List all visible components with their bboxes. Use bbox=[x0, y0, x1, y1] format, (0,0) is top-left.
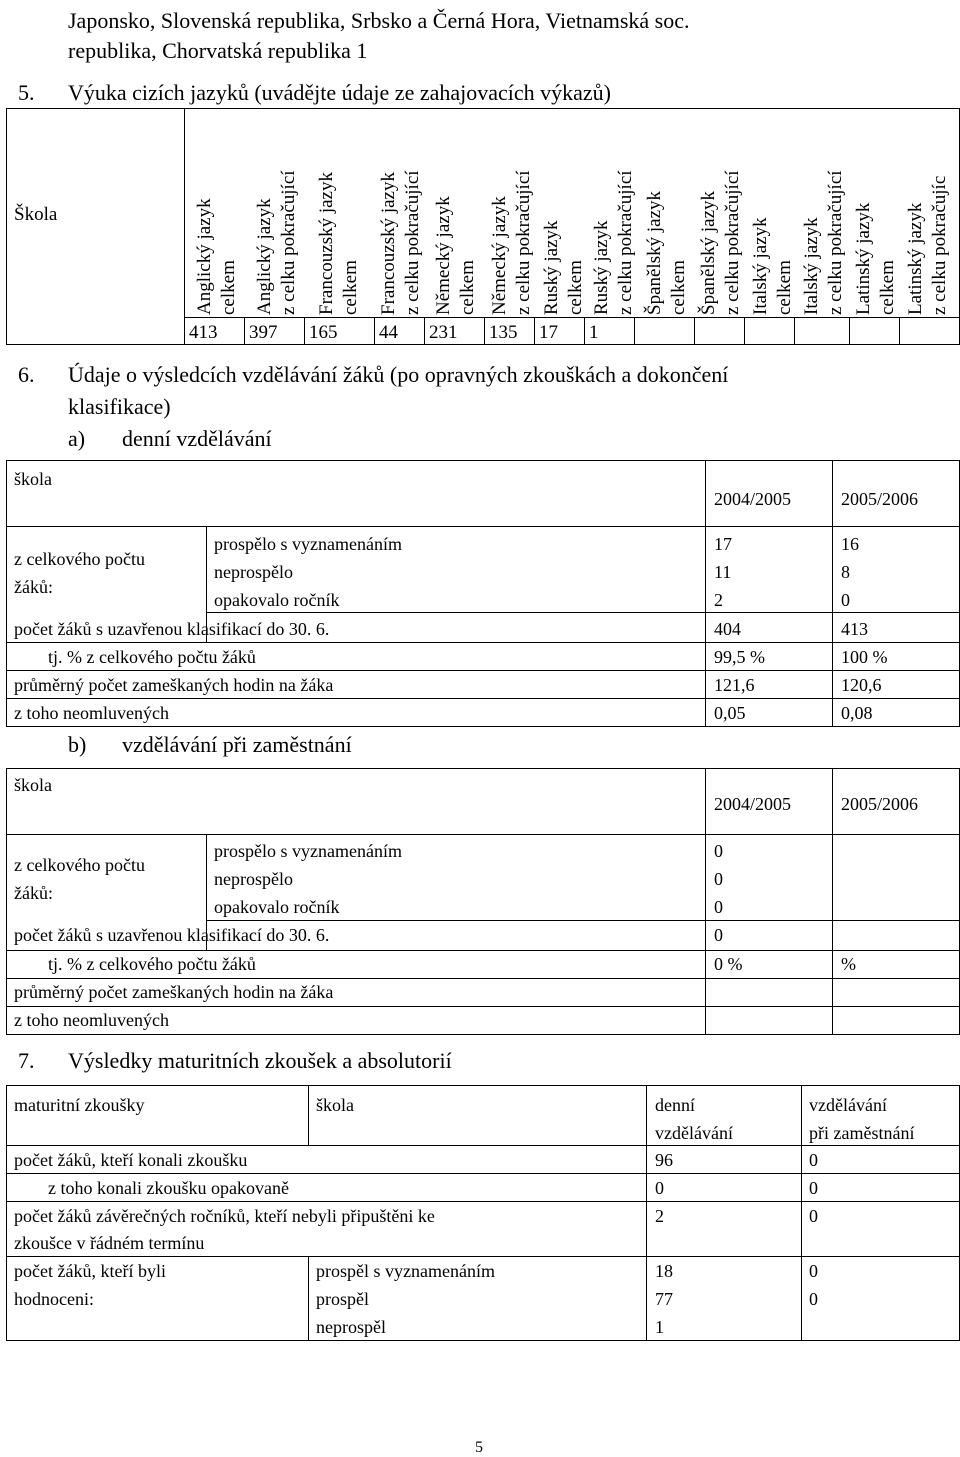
cell-repeated-1: 0 bbox=[714, 897, 723, 917]
row-label-passed: prospěl bbox=[316, 1289, 369, 1309]
cell-took-exam-1: 96 bbox=[655, 1150, 673, 1170]
col-header-it-cont: Italský jazyk z celku pokračující bbox=[801, 170, 846, 315]
col-header-ru-total: Ruský jazyk celkem bbox=[541, 220, 586, 315]
row-label-evaluated-l1: počet žáků, kteří byli bbox=[14, 1261, 166, 1281]
cell-percent-1: 0 % bbox=[714, 954, 743, 974]
school-label: škola bbox=[14, 775, 52, 795]
cell-unexcused-2: 0,08 bbox=[841, 703, 873, 723]
section6-number: 6. bbox=[18, 362, 35, 387]
row-label-percent: tj. % z celkového počtu žáků bbox=[48, 647, 256, 667]
cell-repeat-exam-2: 0 bbox=[809, 1178, 818, 1198]
row-label-honors: prospělo s vyznamenáním bbox=[214, 841, 402, 861]
cell-percent-1: 99,5 % bbox=[714, 647, 765, 667]
col-header-es-total: Španělský jazyk celkem bbox=[644, 190, 689, 315]
row-label-evaluated-l2: hodnoceni: bbox=[14, 1289, 94, 1309]
col-header-la-cont: Latinský jazyk z celku pokračujíc bbox=[905, 175, 950, 315]
cell-de-cont: 135 bbox=[489, 322, 518, 343]
col-header-la-total: Latinský jazyk celkem bbox=[853, 202, 898, 315]
cell-repeat-exam-1: 0 bbox=[655, 1178, 664, 1198]
cell-percent-2: 100 % bbox=[841, 647, 888, 667]
cell-repeated-1: 2 bbox=[714, 590, 723, 610]
cell-classified-1: 0 bbox=[714, 925, 723, 945]
cell-took-exam-2: 0 bbox=[809, 1150, 818, 1170]
section6-title-l1: Údaje o výsledcích vzdělávání žáků (po opravných zkouškách a dokončení bbox=[68, 362, 729, 387]
cell-failed-2: 8 bbox=[841, 562, 850, 582]
col-header-es-cont: Španělský jazyk z celku pokračující bbox=[698, 170, 743, 315]
col-header-it-total: Italský jazyk celkem bbox=[750, 217, 795, 315]
col-header-en-cont: Anglický jazyk z celku pokračující bbox=[254, 170, 299, 315]
intro-line-2: republika, Chorvatská republika 1 bbox=[68, 38, 368, 63]
cell-passed-honors-1: 18 bbox=[655, 1261, 673, 1281]
header-day-l1: denní bbox=[655, 1095, 695, 1115]
section7-number: 7. bbox=[18, 1048, 35, 1073]
section5-number: 5. bbox=[18, 80, 35, 105]
col-header-fr-total: Francouzský jazyk celkem bbox=[316, 172, 361, 315]
row-label-failed-exam: neprospěl bbox=[316, 1317, 386, 1337]
row-label-percent: tj. % z celkového počtu žáků bbox=[48, 954, 256, 974]
cell-fr-total: 165 bbox=[309, 322, 338, 343]
section5-title: Výuka cizích jazyků (uvádějte údaje ze zahajovacích výkazů) bbox=[68, 80, 611, 105]
section6b-letter: b) bbox=[68, 732, 87, 757]
cell-unexcused-1: 0,05 bbox=[714, 703, 746, 723]
row-label-absence: průměrný počet zameškaných hodin na žáka bbox=[14, 982, 334, 1002]
year-header-1: 2004/2005 bbox=[714, 489, 792, 509]
col-header-de-cont: Německý jazyk z celku pokračující bbox=[489, 170, 534, 315]
cell-de-total: 231 bbox=[429, 322, 458, 343]
row-label-not-admitted-l2: zkoušce v řádném termínu bbox=[14, 1233, 205, 1253]
year-header-1: 2004/2005 bbox=[714, 794, 792, 814]
cell-passed-honors-2: 0 bbox=[809, 1261, 818, 1281]
row-label-repeated: opakovalo ročník bbox=[214, 590, 340, 610]
school-label: Škola bbox=[14, 204, 58, 225]
section7-title: Výsledky maturitních zkoušek a absolutorií bbox=[68, 1048, 452, 1073]
intro-line-1: Japonsko, Slovenská republika, Srbsko a Černá Hora, Vietnamská soc. bbox=[68, 8, 690, 33]
cell-classified-1: 404 bbox=[714, 619, 741, 639]
cell-en-total: 413 bbox=[189, 322, 218, 343]
row-label-unexcused: z toho neomluvených bbox=[14, 703, 169, 723]
header-school: škola bbox=[316, 1095, 354, 1115]
section6-title-l2: klasifikace) bbox=[68, 394, 171, 419]
cell-not-admitted-2: 0 bbox=[809, 1206, 818, 1226]
row-label-classified: počet žáků s uzavřenou klasifikací do 30. 6. bbox=[14, 619, 330, 639]
cell-classified-2: 413 bbox=[841, 619, 868, 639]
row-label-classified: počet žáků s uzavřenou klasifikací do 30. 6. bbox=[14, 925, 330, 945]
row-label-honors: prospělo s vyznamenáním bbox=[214, 534, 402, 554]
header-employed-l1: vzdělávání bbox=[809, 1095, 887, 1115]
section6a-heading: denní vzdělávání bbox=[122, 426, 272, 451]
row-label-repeated: opakovalo ročník bbox=[214, 897, 340, 917]
year-header-2: 2005/2006 bbox=[841, 794, 919, 814]
year-header-2: 2005/2006 bbox=[841, 489, 919, 509]
cell-fr-cont: 44 bbox=[379, 322, 398, 343]
cell-failed-exam-1: 1 bbox=[655, 1317, 664, 1337]
page-number: 5 bbox=[475, 1439, 483, 1456]
cell-honors-1: 0 bbox=[714, 841, 723, 861]
row-label-failed: neprospělo bbox=[214, 562, 293, 582]
cell-absence-2: 120,6 bbox=[841, 675, 882, 695]
cell-ru-cont: 1 bbox=[589, 322, 599, 343]
cell-failed-1: 11 bbox=[714, 562, 732, 582]
header-day-l2: vzdělávání bbox=[655, 1123, 733, 1143]
col-header-en-total: Anglický jazyk celkem bbox=[194, 198, 239, 315]
row-label-unexcused: z toho neomluvených bbox=[14, 1010, 169, 1030]
row-label-passed-honors: prospěl s vyznamenáním bbox=[316, 1261, 495, 1281]
group-label-l1: z celkového počtu bbox=[14, 549, 145, 569]
cell-absence-1: 121,6 bbox=[714, 675, 755, 695]
cell-passed-2: 0 bbox=[809, 1289, 818, 1309]
col-header-fr-cont: Francouzský jazyk z celku pokračující bbox=[378, 170, 423, 315]
header-exams: maturitní zkoušky bbox=[14, 1095, 145, 1115]
row-label-absence: průměrný počet zameškaných hodin na žáka bbox=[14, 675, 334, 695]
cell-passed-1: 77 bbox=[655, 1289, 673, 1309]
school-label: škola bbox=[14, 469, 52, 489]
col-header-ru-cont: Ruský jazyk z celku pokračující bbox=[591, 170, 636, 315]
cell-not-admitted-1: 2 bbox=[655, 1206, 664, 1226]
cell-honors-2: 16 bbox=[841, 534, 859, 554]
group-label-l1: z celkového počtu bbox=[14, 855, 145, 875]
header-employed-l2: při zaměstnání bbox=[809, 1123, 915, 1143]
col-header-de-total: Německý jazyk celkem bbox=[433, 196, 478, 315]
row-label-failed: neprospělo bbox=[214, 869, 293, 889]
group-label-l2: žáků: bbox=[14, 577, 53, 597]
row-label-repeat-exam: z toho konali zkoušku opakovaně bbox=[48, 1178, 289, 1198]
cell-failed-1: 0 bbox=[714, 869, 723, 889]
section6b-heading: vzdělávání při zaměstnání bbox=[122, 732, 352, 757]
cell-percent-2: % bbox=[841, 954, 856, 974]
cell-honors-1: 17 bbox=[714, 534, 732, 554]
section6a-letter: a) bbox=[68, 426, 86, 451]
group-label-l2: žáků: bbox=[14, 883, 53, 903]
cell-en-cont: 397 bbox=[249, 322, 278, 343]
row-label-not-admitted-l1: počet žáků závěrečných ročníků, kteří nebyli připuštěni ke bbox=[14, 1206, 435, 1226]
row-label-took-exam: počet žáků, kteří konali zkoušku bbox=[14, 1150, 248, 1170]
cell-ru-total: 17 bbox=[539, 322, 558, 343]
cell-repeated-2: 0 bbox=[841, 590, 850, 610]
